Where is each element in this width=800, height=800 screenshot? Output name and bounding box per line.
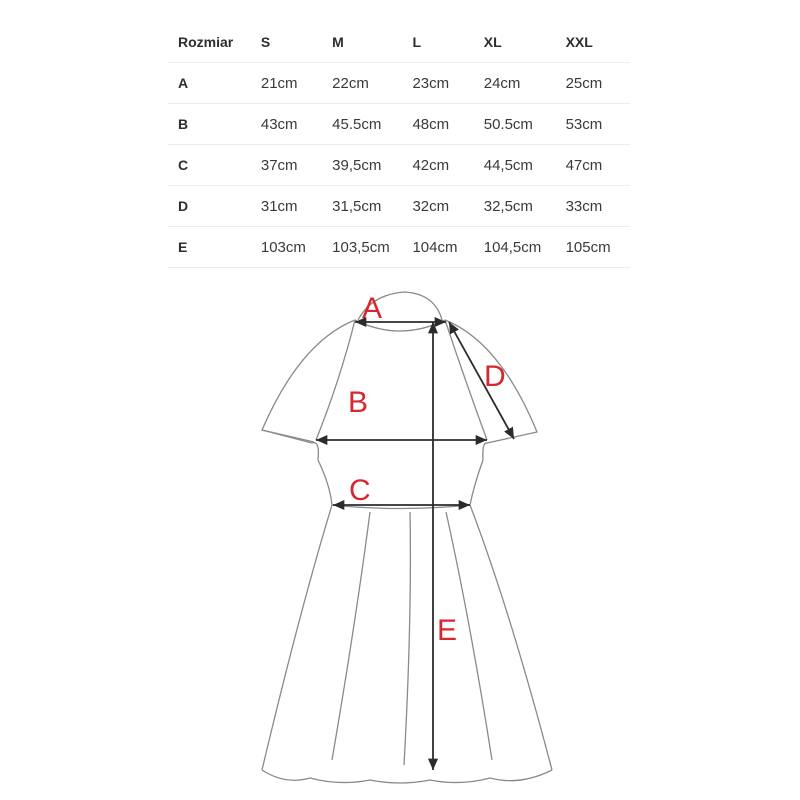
header-size: Rozmiar [168, 22, 251, 63]
table-cell: 33cm [556, 186, 630, 227]
table-cell: 48cm [402, 104, 473, 145]
row-label: E [168, 227, 251, 268]
table-row [168, 63, 630, 104]
row-label: D [168, 186, 251, 227]
row-label: C [168, 145, 251, 186]
table-cell: 32cm [402, 186, 473, 227]
header-s: S [251, 22, 322, 63]
table-cell: 103cm [251, 227, 322, 268]
table-cell: 24cm [474, 63, 556, 104]
row-label: A [168, 63, 251, 104]
table-header-row [168, 22, 630, 63]
table-cell: 44,5cm [474, 145, 556, 186]
table-cell: 31cm [251, 186, 322, 227]
table-cell: 42cm [402, 145, 473, 186]
header-xxl: XXL [556, 22, 630, 63]
table-cell: 23cm [402, 63, 473, 104]
table-cell: 45.5cm [322, 104, 402, 145]
label-a: A [362, 292, 383, 325]
header-l: L [402, 22, 473, 63]
table-row [168, 186, 630, 227]
table-row [168, 104, 630, 145]
header-xl: XL [474, 22, 556, 63]
table-cell: 47cm [556, 145, 630, 186]
table-cell: 104,5cm [474, 227, 556, 268]
table-cell: 53cm [556, 104, 630, 145]
dress-outline [262, 292, 552, 783]
header-m: M [322, 22, 402, 63]
table-row [168, 227, 630, 268]
table-cell: 25cm [556, 63, 630, 104]
table-cell: 39,5cm [322, 145, 402, 186]
table-cell: 37cm [251, 145, 322, 186]
label-d: D [484, 360, 506, 393]
table-cell: 43cm [251, 104, 322, 145]
label-e: E [437, 614, 458, 647]
dress-measurement-diagram [0, 280, 800, 800]
table-cell: 21cm [251, 63, 322, 104]
table-cell: 22cm [322, 63, 402, 104]
label-b: B [348, 386, 369, 419]
table-cell: 105cm [556, 227, 630, 268]
table-cell: 32,5cm [474, 186, 556, 227]
size-chart-table [168, 22, 630, 268]
label-c: C [349, 474, 371, 507]
table-cell: 104cm [402, 227, 473, 268]
row-label: B [168, 104, 251, 145]
table-cell: 50.5cm [474, 104, 556, 145]
table-cell: 31,5cm [322, 186, 402, 227]
table-row [168, 145, 630, 186]
table-cell: 103,5cm [322, 227, 402, 268]
